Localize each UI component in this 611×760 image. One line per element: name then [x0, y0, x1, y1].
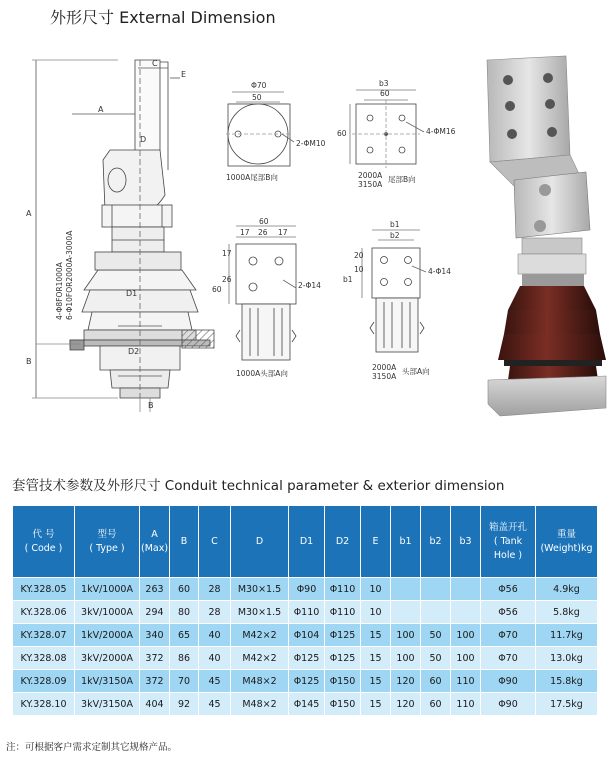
table-cell: Φ90: [481, 670, 536, 693]
label-e: E: [181, 70, 187, 79]
table-cell: KY.328.05: [13, 578, 75, 601]
head-1000-h2: 26: [222, 275, 232, 284]
table-cell: KY.328.10: [13, 693, 75, 716]
label-a-left: A: [26, 209, 32, 218]
side-view-drawing: [32, 60, 214, 412]
table-cell: 1kV/1000A: [75, 578, 140, 601]
tail-1000-caption: 1000A尾部B向: [226, 173, 278, 182]
table-cell: [391, 578, 421, 601]
table-cell: 17.5kg: [536, 693, 598, 716]
section-title-technical-parameter: 套管技术参数及外形尺寸 Conduit technical parameter & exterior dimension: [12, 478, 505, 494]
table-cell: Φ150: [325, 670, 361, 693]
table-cell: 110: [451, 670, 481, 693]
table-cell: 120: [391, 693, 421, 716]
column-header-label: b1: [399, 535, 412, 547]
table-cell: 15: [361, 624, 391, 647]
table-header-row: [13, 506, 598, 578]
column-header-label: 型号: [97, 528, 117, 540]
column-header-label: A: [151, 528, 158, 540]
column-header: [325, 506, 361, 578]
table-cell: 372: [140, 647, 170, 670]
column-header-label: D1: [299, 535, 314, 547]
table-cell: [391, 601, 421, 624]
table-cell: 294: [140, 601, 170, 624]
table-cell: Φ145: [289, 693, 325, 716]
table-row: [13, 601, 598, 624]
label-d2: D2: [128, 347, 140, 356]
table-cell: KY.328.09: [13, 670, 75, 693]
tail-2000-height: 60: [337, 129, 347, 138]
tail-2000a-drawing: [350, 90, 424, 168]
label-b-left: B: [26, 357, 32, 366]
table-cell: 65: [170, 624, 199, 647]
column-header: [140, 506, 170, 578]
table-cell: 60: [421, 670, 451, 693]
head-2000-height: b1: [343, 275, 353, 284]
table-cell: 86: [170, 647, 199, 670]
table-cell: 40: [199, 624, 231, 647]
table-cell: 4.9kg: [536, 578, 598, 601]
table-cell: 28: [199, 578, 231, 601]
column-header-label: C: [211, 535, 218, 547]
tail-2000-holes: 4-ΦM16: [426, 127, 456, 136]
table-cell: 15: [361, 647, 391, 670]
head-2000-holes: 4-Φ14: [428, 267, 451, 276]
column-header-label: D2: [335, 535, 350, 547]
table-cell: 404: [140, 693, 170, 716]
column-header-sublabel: (Max): [141, 542, 169, 554]
table-cell: KY.328.06: [13, 601, 75, 624]
head-2000-b1: b1: [390, 220, 400, 229]
column-header-sublabel: (Weight)kg: [540, 542, 593, 554]
head-2000-h2: 10: [354, 265, 364, 274]
table-cell: Φ56: [481, 578, 536, 601]
head-1000-d3: 17: [278, 228, 288, 237]
column-header-sublabel: ( Tank Hole ): [493, 535, 523, 561]
table-row: [13, 624, 598, 647]
head-1000-d2: 26: [258, 228, 268, 237]
table-row: [13, 693, 598, 716]
column-header-sublabel: ( Code ): [24, 542, 63, 554]
head-1000-caption: 1000A头部A向: [236, 369, 288, 378]
table-cell: M30×1.5: [231, 578, 289, 601]
column-header: [13, 506, 75, 578]
table-cell: M42×2: [231, 624, 289, 647]
table-cell: Φ104: [289, 624, 325, 647]
label-c: C: [152, 59, 158, 68]
table-cell: 100: [451, 647, 481, 670]
label-b-bottom: B: [148, 401, 154, 410]
head-1000-width: 60: [259, 217, 269, 226]
table-cell: KY.328.07: [13, 624, 75, 647]
table-cell: Φ90: [289, 578, 325, 601]
head-2000-caption-c: 头部A向: [402, 367, 430, 376]
tail-2000-width: 60: [380, 89, 390, 98]
table-cell: 60: [421, 693, 451, 716]
tail-1000-dia: Φ70: [251, 81, 267, 90]
table-cell: 80: [170, 601, 199, 624]
column-header-label: D: [255, 535, 264, 547]
table-cell: 100: [451, 624, 481, 647]
column-header: [170, 506, 199, 578]
column-header: [231, 506, 289, 578]
column-header-label: b2: [429, 535, 442, 547]
footnote: 注：可根据客户需求定制其它规格产品。: [6, 742, 178, 753]
table-cell: 11.7kg: [536, 624, 598, 647]
table-cell: Φ125: [289, 670, 325, 693]
table-cell: 13.0kg: [536, 647, 598, 670]
table-cell: Φ110: [325, 578, 361, 601]
table-cell: 40: [199, 647, 231, 670]
spec-table: [12, 505, 598, 716]
table-cell: 10: [361, 578, 391, 601]
table-cell: 110: [451, 693, 481, 716]
column-header: [391, 506, 421, 578]
tail-1000-holes: 2-ΦM10: [296, 139, 326, 148]
column-header-label: 重量: [556, 528, 576, 540]
table-row: [13, 578, 598, 601]
table-cell: [421, 601, 451, 624]
product-photo: [487, 56, 606, 416]
dimension-drawings: [0, 30, 611, 460]
table-cell: 50: [421, 647, 451, 670]
column-header-label: E: [372, 535, 379, 547]
table-cell: 70: [170, 670, 199, 693]
column-header: [536, 506, 598, 578]
label-d: D: [140, 135, 147, 144]
head-2000-caption-a: 2000A: [372, 363, 397, 372]
table-cell: 5.8kg: [536, 601, 598, 624]
table-cell: M48×2: [231, 693, 289, 716]
table-cell: 45: [199, 670, 231, 693]
table-cell: Φ56: [481, 601, 536, 624]
table-cell: Φ150: [325, 693, 361, 716]
head-1000-holes: 2-Φ14: [298, 281, 321, 290]
table-cell: 10: [361, 601, 391, 624]
table-cell: 50: [421, 624, 451, 647]
head-2000a-drawing: [362, 230, 426, 352]
table-cell: KY.328.08: [13, 647, 75, 670]
head-1000-d1: 17: [240, 228, 250, 237]
table-cell: 100: [391, 647, 421, 670]
table-cell: 15: [361, 693, 391, 716]
table-cell: 28: [199, 601, 231, 624]
tail-1000a-drawing: [226, 92, 294, 166]
tail-2000-b3: b3: [379, 79, 389, 88]
table-cell: 15: [361, 670, 391, 693]
table-cell: 15.8kg: [536, 670, 598, 693]
table-cell: 92: [170, 693, 199, 716]
table-cell: [451, 578, 481, 601]
column-header: [361, 506, 391, 578]
label-d1: D1: [126, 289, 138, 298]
column-header-label: b3: [459, 535, 472, 547]
table-cell: Φ125: [289, 647, 325, 670]
table-cell: 60: [170, 578, 199, 601]
table-cell: Φ110: [325, 601, 361, 624]
head-1000-height: 60: [212, 285, 222, 294]
table-cell: 1kV/3150A: [75, 670, 140, 693]
head-1000a-drawing: [229, 226, 296, 360]
column-header: [451, 506, 481, 578]
table-cell: Φ90: [481, 693, 536, 716]
table-cell: M30×1.5: [231, 601, 289, 624]
tail-2000-caption-a: 2000A: [358, 171, 383, 180]
table-cell: 263: [140, 578, 170, 601]
label-fit-1000: 4-Φ8FOR1000A: [55, 262, 64, 320]
table-cell: 3kV/2000A: [75, 647, 140, 670]
tail-2000-caption-b: 3150A: [358, 180, 383, 189]
head-2000-h1: 20: [354, 251, 364, 260]
column-header-sublabel: ( Type ): [89, 542, 125, 554]
table-cell: 1kV/2000A: [75, 624, 140, 647]
column-header-label: 代 号: [32, 528, 55, 540]
table-cell: 3kV/1000A: [75, 601, 140, 624]
table-cell: 45: [199, 693, 231, 716]
table-cell: 100: [391, 624, 421, 647]
table-cell: M42×2: [231, 647, 289, 670]
table-cell: 340: [140, 624, 170, 647]
table-cell: Φ110: [289, 601, 325, 624]
column-header: [199, 506, 231, 578]
table-cell: Φ125: [325, 624, 361, 647]
table-cell: M48×2: [231, 670, 289, 693]
tail-1000-width: 50: [252, 93, 262, 102]
column-header-label: 箱盖开孔: [488, 521, 527, 533]
tail-2000-caption-c: 尾部B向: [388, 175, 416, 184]
table-cell: Φ70: [481, 647, 536, 670]
table-cell: [421, 578, 451, 601]
table-row: [13, 670, 598, 693]
column-header: [75, 506, 140, 578]
label-a-top: A: [98, 105, 104, 114]
head-1000-h1: 17: [222, 249, 232, 258]
label-fit-3000: 6-Φ10FOR2000A-3000A: [65, 230, 74, 320]
column-header-label: B: [180, 535, 188, 547]
column-header: [481, 506, 536, 578]
table-cell: 372: [140, 670, 170, 693]
head-2000-b2: b2: [390, 231, 400, 240]
table-row: [13, 647, 598, 670]
table-cell: Φ70: [481, 624, 536, 647]
table-cell: 3kV/3150A: [75, 693, 140, 716]
column-header: [421, 506, 451, 578]
section-title-external-dimension: 外形尺寸 External Dimension: [50, 8, 276, 27]
table-cell: [451, 601, 481, 624]
head-2000-caption-b: 3150A: [372, 372, 397, 381]
column-header: [289, 506, 325, 578]
table-cell: Φ125: [325, 647, 361, 670]
table-cell: 120: [391, 670, 421, 693]
